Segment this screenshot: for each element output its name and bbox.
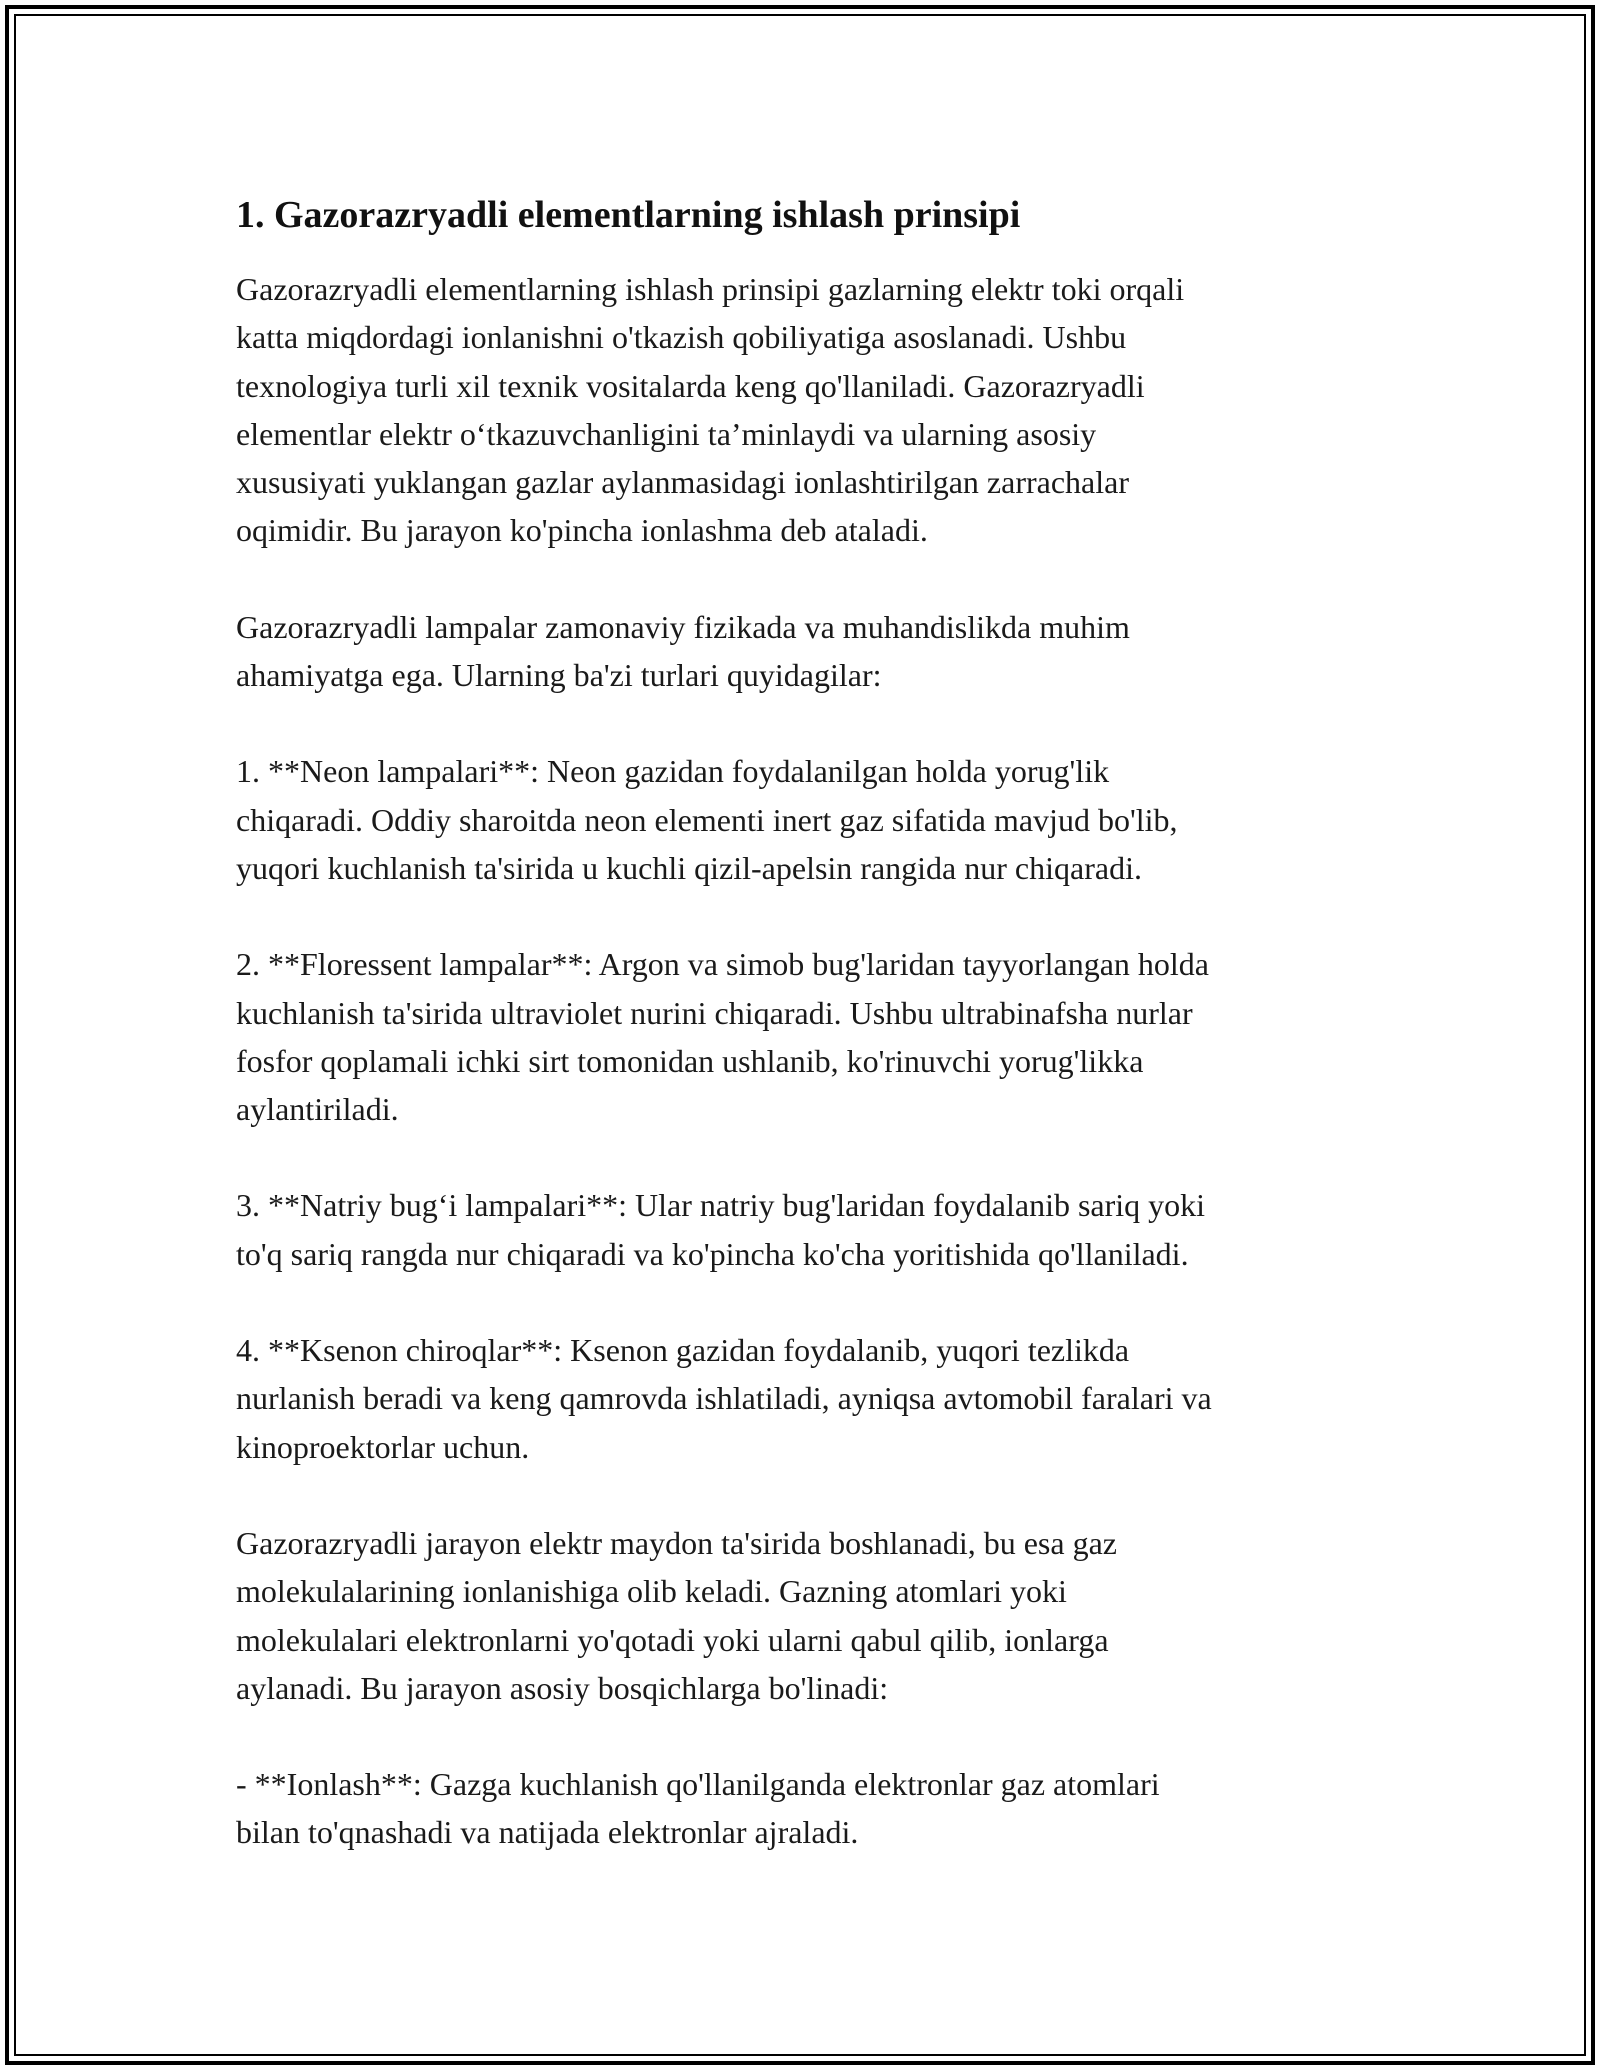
document-body [236, 187, 1366, 1905]
list-item-fluorescent: 2. **Floressent lampalar**: Argon va simob bug'laridan tayyorlangan holda kuchlanish ta'sirida ultraviolet nurini chiqaradi. Ushbu ultrabinafsha nurlar fosfor qoplamali ichki sirt tomonidan ushlanib, ko'rinuvchi yorug'likka aylantiriladi. [236, 946, 1209, 1128]
process-paragraph: Gazorazryadli jarayon elektr maydon ta'sirida boshlanadi, bu esa gaz molekulalarining ionlanishiga olib keladi. Gazning atomlari yoki molekulalari elektronlarni yo'qotadi yoki ularni qabul qilib, ionlarga aylanadi. Bu jarayon asosiy bosqichlarga bo'linadi: [236, 1524, 1117, 1706]
list-item-neon: 1. **Neon lampalari**: Neon gazidan foydalanilgan holda yorug'lik chiqaradi. Oddiy sharoitda neon elementi inert gaz sifatida mavjud bo'lib, yuqori kuchlanish ta'sirida u kuchli qizil-apelsin rangida nur chiqaradi. [236, 753, 1178, 886]
bullet-ionization: - **Ionlash**: Gazga kuchlanish qo'llanilganda elektronlar gaz atomlari bilan to'qnashadi va natijada elektronlar ajraladi. [236, 1766, 1160, 1851]
intro-paragraph: Gazorazryadli elementlarning ishlash prinsipi gazlarning elektr toki orqali katta miqdordagi ionlanishni o'tkazish qobiliyatiga asoslanadi. Ushbu texnologiya turli xil texnik vositalarda keng qo'llaniladi. Gazorazryadli elementlar elektr o‘tkazuvchanligini ta’minlaydi va ularning asosiy xususiyati yuklangan gazlar aylanmasidagi ionlashtirilgan zarrachalar oqimidir. Bu jarayon ko'pincha ionlashma deb ataladi. [236, 271, 1185, 549]
section-title: 1. Gazorazryadli elementlarning ishlash prinsipi [236, 194, 1021, 236]
list-item-xenon: 4. **Ksenon chiroqlar**: Ksenon gazidan foydalanib, yuqori tezlikda nurlanish beradi va keng qamrovda ishlatiladi, ayniqsa avtomobil faralari va kinoproektorlar uchun. [236, 1332, 1212, 1465]
lamps-intro-paragraph: Gazorazryadli lampalar zamonaviy fizikada va muhandislikda muhim ahamiyatga ega. Ularning ba'zi turlari quyidagilar: [236, 608, 1130, 694]
list-item-sodium: 3. **Natriy bug‘i lampalari**: Ular natriy bug'laridan foydalanib sariq yoki to'q sariq rangda nur chiqaradi va ko'pincha ko'cha yoritishida qo'llaniladi. [236, 1187, 1206, 1272]
